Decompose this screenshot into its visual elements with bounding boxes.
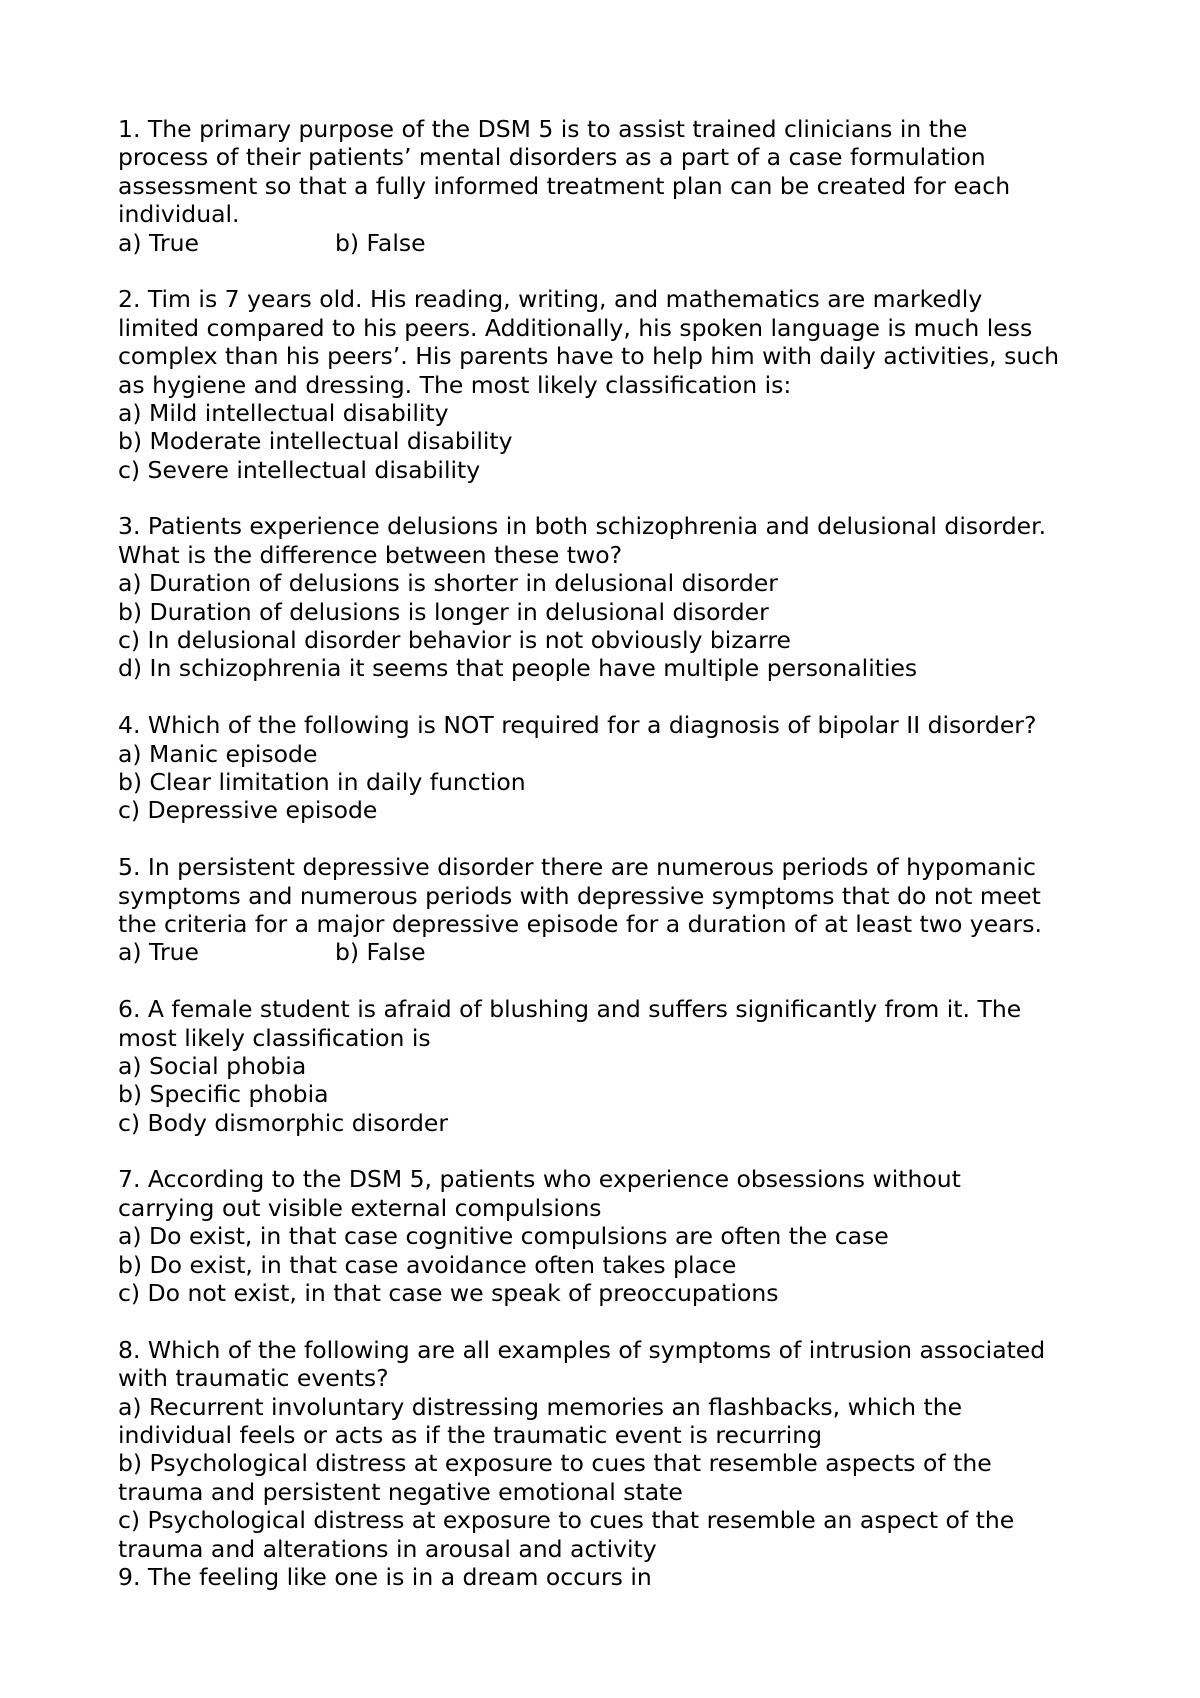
question-8-option-b-cont: trauma and persistent negative emotional state — [118, 1477, 683, 1506]
question-7-stem-line: 7. According to the DSM 5, patients who experience obsessions without — [118, 1165, 961, 1194]
question-7 — [118, 1165, 1120, 1307]
question-1-options — [118, 229, 1120, 257]
question-6-option-b: b) Specific phobia — [118, 1080, 329, 1109]
question-6-option-c: c) Body dismorphic disorder — [118, 1108, 449, 1137]
question-2 — [118, 285, 1120, 484]
question-5-stem-line: 5. In persistent depressive disorder there are numerous periods of hypomanic — [118, 853, 1036, 882]
question-2-stem-line: as hygiene and dressing. The most likely classification is: — [118, 370, 792, 399]
question-2-option-b: b) Moderate intellectual disability — [118, 427, 513, 456]
question-6-option-a: a) Social phobia — [118, 1051, 307, 1080]
question-2-option-a: a) Mild intellectual disability — [118, 398, 449, 427]
spacer — [118, 257, 1120, 285]
question-1-stem-line: individual. — [118, 200, 240, 229]
question-8-option-c-cont: trauma and alterations in arousal and activity — [118, 1534, 657, 1563]
question-8-stem-line: 8. Which of the following are all examples of symptoms of intrusion associated — [118, 1335, 1046, 1364]
question-5-stem-line: the criteria for a major depressive episode for a duration of at least two years. — [118, 909, 1042, 938]
question-4-option-c: c) Depressive episode — [118, 796, 378, 825]
question-1 — [118, 115, 1120, 257]
question-4-option-a: a) Manic episode — [118, 739, 318, 768]
question-8-option-a: a) Recurrent involuntary distressing memories an flashbacks, which the — [118, 1392, 963, 1421]
question-3-stem-line: 3. Patients experience delusions in both schizophrenia and delusional disorder. — [118, 512, 1047, 541]
question-6-stem-line: 6. A female student is afraid of blushing and suffers significantly from it. The — [118, 995, 1022, 1024]
question-3-option-b: b) Duration of delusions is longer in delusional disorder — [118, 597, 769, 626]
question-5-option-b: b) False — [335, 938, 426, 967]
spacer — [118, 967, 1120, 995]
question-5-stem-line: symptoms and numerous periods with depressive symptoms that do not meet — [118, 881, 1041, 910]
question-3-option-d: d) In schizophrenia it seems that people have multiple personalities — [118, 654, 918, 683]
question-3-option-a: a) Duration of delusions is shorter in delusional disorder — [118, 569, 778, 598]
question-9-stem-line: 9. The feeling like one is in a dream occurs in — [118, 1562, 652, 1591]
question-1-option-a: a) True — [118, 228, 199, 257]
spacer — [118, 825, 1120, 853]
question-1-stem-line: assessment so that a fully informed treatment plan can be created for each — [118, 171, 1011, 200]
question-2-option-c: c) Severe intellectual disability — [118, 455, 481, 484]
question-4-stem-line: 4. Which of the following is NOT required for a diagnosis of bipolar II disorder? — [118, 711, 1037, 740]
question-8-option-a-cont: individual feels or acts as if the traumatic event is recurring — [118, 1420, 823, 1449]
spacer — [118, 484, 1120, 512]
question-8-stem-line: with traumatic events? — [118, 1364, 389, 1393]
question-2-stem-line: complex than his peers’. His parents have to help him with daily activities, such — [118, 342, 1060, 371]
question-2-stem-line: 2. Tim is 7 years old. His reading, writing, and mathematics are markedly — [118, 285, 983, 314]
question-2-stem-line: limited compared to his peers. Additionally, his spoken language is much less — [118, 313, 1033, 342]
question-4 — [118, 711, 1120, 825]
question-6 — [118, 995, 1120, 1137]
question-9 — [118, 1563, 1120, 1591]
question-8-option-c: c) Psychological distress at exposure to cues that resemble an aspect of the — [118, 1506, 1015, 1535]
question-1-option-b: b) False — [335, 228, 426, 257]
question-8-option-b: b) Psychological distress at exposure to cues that resemble aspects of the — [118, 1449, 992, 1478]
question-7-option-b: b) Do exist, in that case avoidance often takes place — [118, 1250, 737, 1279]
spacer — [118, 683, 1120, 711]
question-1-stem-line: process of their patients’ mental disorders as a part of a case formulation — [118, 143, 986, 172]
question-4-option-b: b) Clear limitation in daily function — [118, 767, 526, 796]
question-7-option-c: c) Do not exist, in that case we speak of preoccupations — [118, 1279, 779, 1308]
question-8 — [118, 1336, 1120, 1563]
spacer — [118, 1137, 1120, 1165]
spacer — [118, 1307, 1120, 1335]
question-5 — [118, 853, 1120, 967]
question-3-option-c: c) In delusional disorder behavior is not obviously bizarre — [118, 626, 791, 655]
question-3 — [118, 512, 1120, 682]
question-5-option-a: a) True — [118, 938, 199, 967]
question-6-stem-line: most likely classification is — [118, 1023, 431, 1052]
question-5-options — [118, 938, 1120, 966]
question-7-stem-line: carrying out visible external compulsions — [118, 1193, 602, 1222]
question-7-option-a: a) Do exist, in that case cognitive compulsions are often the case — [118, 1222, 889, 1251]
question-3-stem-line: What is the difference between these two? — [118, 540, 623, 569]
question-1-stem-line: 1. The primary purpose of the DSM 5 is to assist trained clinicians in the — [118, 115, 968, 143]
